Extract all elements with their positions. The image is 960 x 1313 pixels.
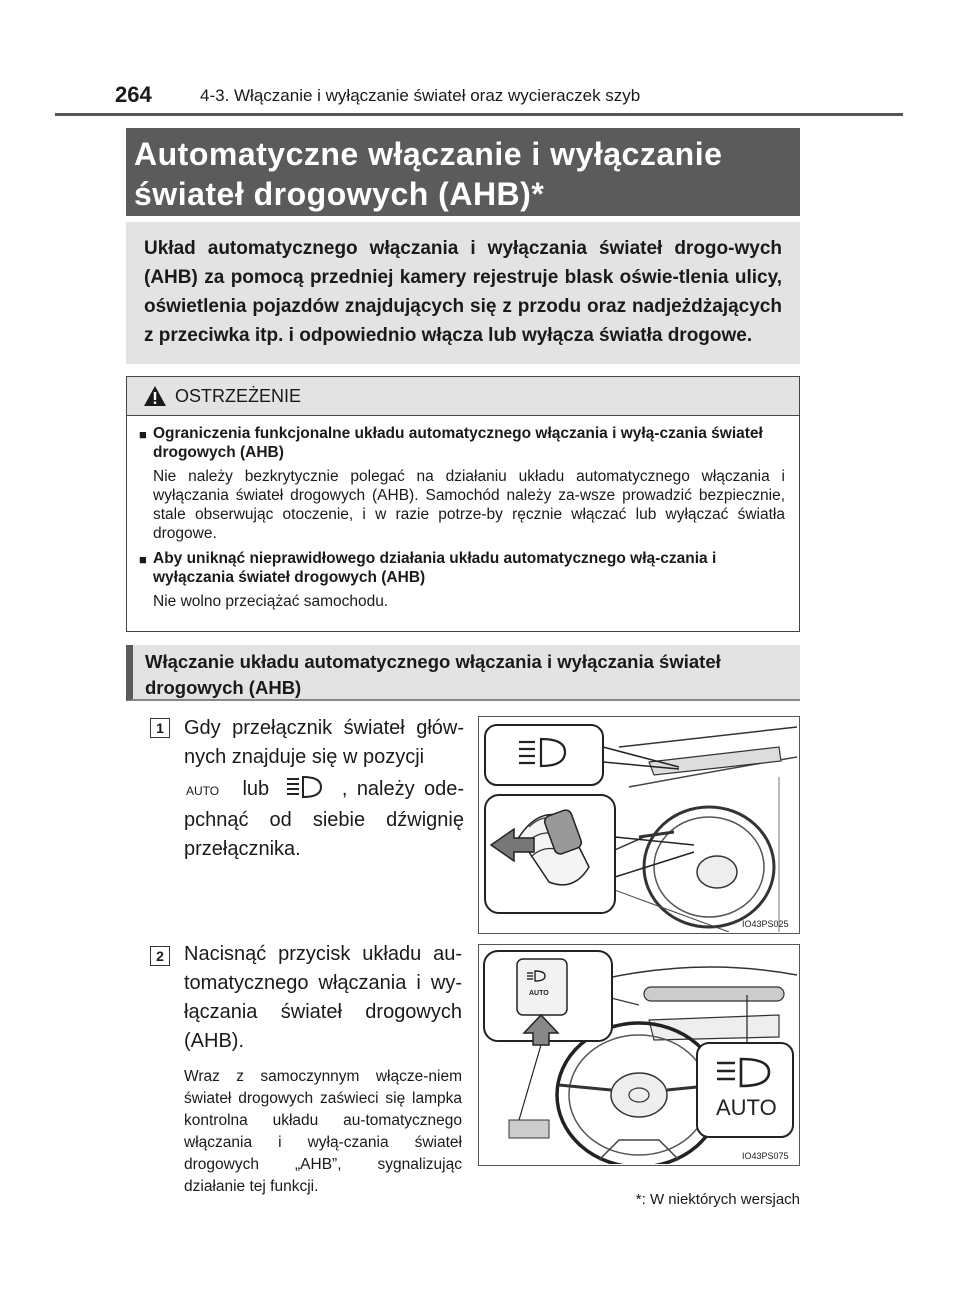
warning-box — [126, 376, 800, 632]
step-1-text — [184, 714, 464, 864]
warning-item — [139, 549, 785, 611]
page-number: 264 — [115, 82, 152, 107]
figure-2-code: IO43PS075 — [742, 1151, 789, 1161]
ahb-indicator-label: AUTO — [716, 1095, 777, 1120]
step-2-note: Wraz z samoczynnym włącze-niem świateł drogowych zaświeci się lampka kontrolna układu au-tomatycznego włączania i wyłą-czania świateł drogowych „AHB”, sygnalizując działanie tej funkcji. — [184, 1068, 462, 1195]
lever-illustration — [479, 717, 798, 932]
auto-switch-label: AUTO — [186, 784, 220, 798]
warning-item-text: Nie należy bezkrytycznie polegać na działaniu układu automatycznego włączania i wyłączania świateł drogowych (AHB). Samochód należy za-wsze prowadzić bezpiecznie, stale obserwując otoczenie, i w razie potrze-by ręcznie włączać lub wyłączać światła drogowe. — [153, 468, 785, 542]
figure-1-code: IO43PS025 — [742, 919, 789, 929]
high-beam-icon — [285, 774, 331, 800]
dashboard-illustration — [479, 945, 798, 1164]
ahb-button-label-small: AUTO — [529, 990, 549, 997]
page-title-line1: Automatyczne włączanie i wyłączanie — [134, 136, 723, 172]
step-1-text-a: Gdy przełącznik świateł głów-nych znajduje się w pozycji — [184, 717, 464, 768]
footnote: *: W niektórych wersjach — [635, 1191, 800, 1208]
square-bullet-icon: ■ — [139, 552, 147, 567]
page-title-line2: świateł drogowych (AHB)* — [134, 176, 545, 212]
warning-item-title: Ograniczenia funkcjonalne układu automatycznego włączania i wyłą-czania świateł drogowych (AHB) — [153, 425, 763, 461]
header-rule — [55, 113, 903, 116]
figure-lever — [478, 716, 800, 934]
step-1-text-b: , należy ode-pchnąć od siebie dźwignię przełącznika. — [184, 778, 465, 860]
square-bullet-icon: ■ — [139, 427, 147, 442]
section-heading: Włączanie układu automatycznego włączania i wyłączania świateł drogowych (AHB) — [126, 645, 800, 701]
figure-dashboard — [478, 944, 800, 1166]
step-1-lub: lub — [242, 778, 270, 800]
intro-paragraph: Układ automatycznego włączania i wyłączania świateł drogo-wych (AHB) za pomocą przedniej kamery rejestruje blask oświe-tlenia ulicy, oświetlenia pojazdów znajdujących się z przodu oraz nadjeżdżających z przeciwka itp. i odpowiednio włącza lub wyłącza światła drogowe. — [126, 222, 800, 364]
chapter-title: 4-3. Włączanie i wyłączanie świateł oraz wycieraczek szyb — [200, 86, 641, 105]
step-2-text — [184, 940, 462, 1198]
warning-label: OSTRZEŻENIE — [175, 385, 302, 406]
warning-item-text: Nie wolno przeciążać samochodu. — [153, 593, 389, 610]
step-number: 1 — [150, 718, 170, 738]
step-2-instruction: Nacisnąć przycisk układu au-tomatycznego włączania i wy-łączania świateł drogowych (AHB). — [184, 943, 462, 1052]
warning-header — [127, 377, 799, 416]
warning-item — [139, 424, 785, 543]
page-title — [126, 128, 800, 216]
step-number: 2 — [150, 946, 170, 966]
warning-item-title: Aby uniknąć nieprawidłowego działania układu automatycznego włą-czania i wyłączania świateł drogowych (AHB) — [153, 550, 717, 586]
warning-triangle-icon — [143, 385, 167, 407]
